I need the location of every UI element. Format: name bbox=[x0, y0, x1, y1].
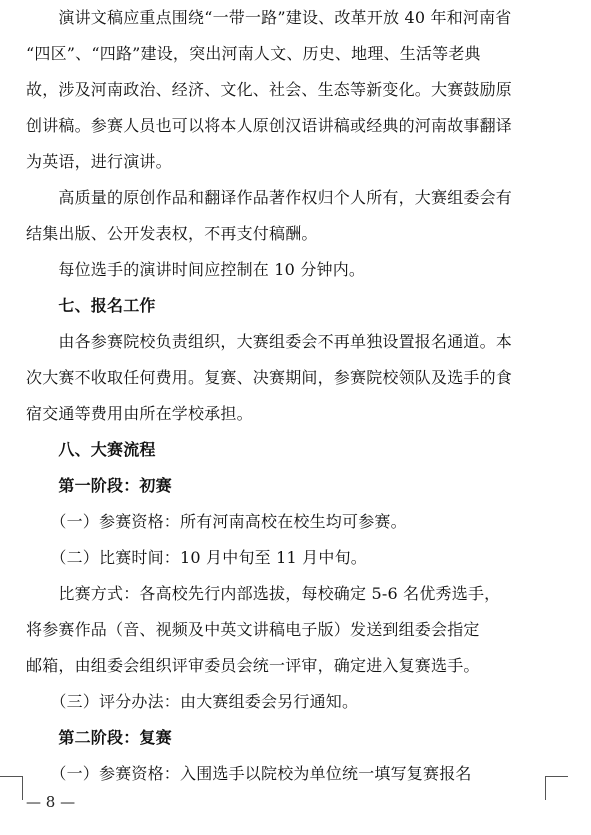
body-text-line: 次大赛不收取任何费用。复赛、决赛期间，参赛院校领队及选手的食 bbox=[26, 368, 513, 387]
crop-mark-right-vertical bbox=[545, 776, 546, 800]
body-text-line: 创讲稿。参赛人员也可以将本人原创汉语讲稿或经典的河南故事翻译 bbox=[26, 116, 513, 135]
body-text-line: 每位选手的演讲时间应控制在 10 分钟内。 bbox=[26, 260, 366, 279]
body-text-line: 演讲文稿应重点围绕“一带一路”建设、改革开放 40 年和河南省 bbox=[26, 8, 512, 27]
section-heading: 七、报名工作 bbox=[26, 296, 156, 315]
stage-heading: 第一阶段：初赛 bbox=[26, 476, 172, 495]
body-text-line: 故，涉及河南政治、经济、文化、社会、生态等新变化。大赛鼓励原 bbox=[26, 80, 513, 99]
body-text-line: 为英语，进行演讲。 bbox=[26, 152, 172, 171]
body-text-line: 由各参赛院校负责组织，大赛组委会不再单独设置报名通道。本 bbox=[26, 332, 513, 351]
body-text-line: 宿交通等费用由所在学校承担。 bbox=[26, 404, 253, 423]
stage-heading: 第二阶段：复赛 bbox=[26, 728, 172, 747]
body-text-line: （二）比赛时间：10 月中旬至 11 月中旬。 bbox=[26, 548, 367, 567]
body-text-line: （一）参赛资格：所有河南高校在校生均可参赛。 bbox=[26, 512, 407, 531]
body-text-line: 邮箱，由组委会组织评审委员会统一评审，确定进入复赛选手。 bbox=[26, 656, 480, 675]
body-text-line: “四区”、“四路”建设，突出河南人文、历史、地理、生活等老典 bbox=[26, 44, 481, 63]
crop-mark-left-horizontal bbox=[0, 776, 22, 777]
section-heading: 八、大赛流程 bbox=[26, 440, 156, 459]
body-text-line: （三）评分办法：由大赛组委会另行通知。 bbox=[26, 692, 359, 711]
body-text-line: 高质量的原创作品和翻译作品著作权归个人所有，大赛组委会有 bbox=[26, 188, 513, 207]
crop-mark-left-vertical bbox=[22, 776, 23, 800]
body-text-line: 比赛方式：各高校先行内部选拔，每校确定 5-6 名优秀选手， bbox=[26, 584, 501, 603]
body-text-line: （一）参赛资格：入围选手以院校为单位统一填写复赛报名 bbox=[26, 764, 472, 783]
crop-mark-right-horizontal bbox=[546, 776, 568, 777]
body-text-line: 结集出版、公开发表权，不再支付稿酬。 bbox=[26, 224, 318, 243]
page-number: — 8 — bbox=[26, 793, 76, 811]
body-text-line: 将参赛作品（音、视频及中英文讲稿电子版）发送到组委会指定 bbox=[26, 620, 480, 639]
